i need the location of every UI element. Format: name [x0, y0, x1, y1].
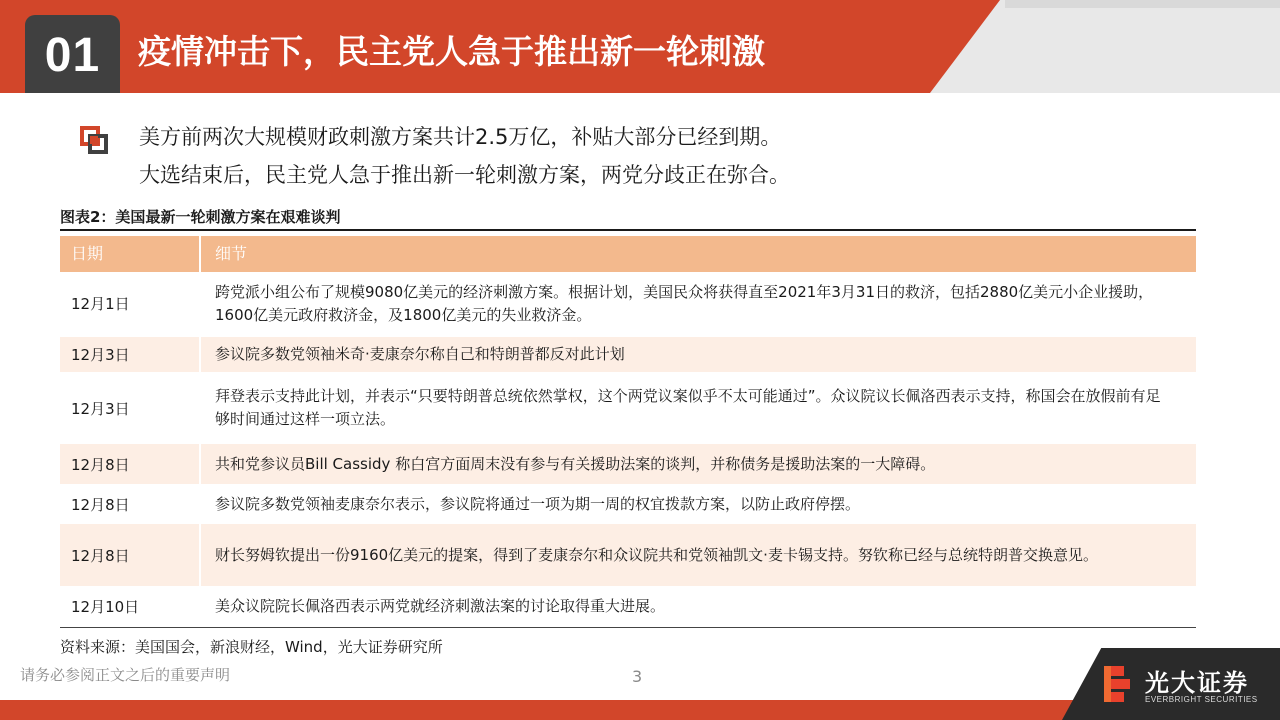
overlapping-squares-icon [80, 126, 108, 154]
row-detail: 跨党派小组公布了规模9080亿美元的经济刺激方案。根据计划，美国民众将获得直至2021年3月31日的救济，包括2880亿美元小企业援助，1600亿美元政府救济金，及1800亿美元的失业救济金。 [215, 282, 1154, 324]
table-header-row [60, 236, 1196, 272]
row-detail: 财长努姆钦提出一份9160亿美元的提案，得到了麦康奈尔和众议院共和党领袖凯文·麦卡锡支持。努钦称已经与总统特朗普交换意见。 [215, 545, 1098, 564]
header-decor-strip [1005, 0, 1280, 8]
table-row [60, 337, 1196, 374]
row-date: 12月10日 [60, 588, 201, 625]
column-header-detail: 细节 [215, 244, 248, 263]
negotiation-table [60, 236, 1196, 628]
disclaimer-text: 请务必参阅正文之后的重要声明 [20, 666, 231, 684]
row-detail: 共和党参议员Bill Cassidy 称白宫方面周末没有参与有关援助法案的谈判，并称债务是援助法案的一大障碍。 [215, 454, 936, 473]
table-row [60, 588, 1196, 627]
table-bottom-divider [60, 627, 1196, 628]
row-date: 12月8日 [60, 444, 201, 484]
logo-text-en: EVERBRIGHT SECURITIES [1145, 695, 1258, 704]
everbright-logo-icon [1102, 664, 1134, 704]
row-date: 12月8日 [60, 524, 201, 586]
table-row [60, 524, 1196, 588]
page-title: 疫情冲击下，民主党人急于推出新一轮刺激 [138, 32, 765, 71]
bullet-text-line-2: 大选结束后，民主党人急于推出新一轮刺激方案，两党分歧正在弥合。 [139, 163, 790, 187]
bullet-text-line-1: 美方前两次大规模财政刺激方案共计2.5万亿，补贴大部分已经到期。 [139, 125, 782, 149]
table-row [60, 444, 1196, 486]
row-date: 12月3日 [60, 337, 201, 372]
footer-bar [0, 700, 1080, 720]
table-row [60, 486, 1196, 524]
figure-caption: 图表2：美国最新一轮刺激方案在艰难谈判 [60, 208, 341, 226]
row-detail: 美众议院院长佩洛西表示两党就经济刺激法案的讨论取得重大进展。 [215, 597, 666, 615]
page-number: 3 [632, 667, 643, 686]
table-row [60, 374, 1196, 444]
logo-text-cn: 光大证券 [1145, 669, 1249, 697]
row-detail: 参议院多数党领袖米奇·麦康奈尔称自己和特朗普都反对此计划 [215, 345, 625, 363]
row-date: 12月8日 [60, 486, 201, 522]
row-date: 12月3日 [60, 374, 201, 442]
row-detail: 参议院多数党领袖麦康奈尔表示，参议院将通过一项为期一周的权宜拨款方案，以防止政府停摆。 [215, 494, 861, 513]
row-detail: 拜登表示支持此计划，并表示“只要特朗普总统依然掌权，这个两党议案似乎不太可能通过”。众议院议长佩洛西表示支持，称国会在放假前有足够时间通过这样一项立法。 [215, 387, 1161, 428]
table-row [60, 272, 1196, 337]
caption-divider [60, 229, 1196, 231]
source-note: 资料来源：美国国会，新浪财经，Wind，光大证券研究所 [60, 638, 443, 656]
row-date: 12月1日 [60, 272, 201, 335]
section-number: 01 [44, 29, 101, 82]
column-header-date: 日期 [60, 236, 201, 272]
